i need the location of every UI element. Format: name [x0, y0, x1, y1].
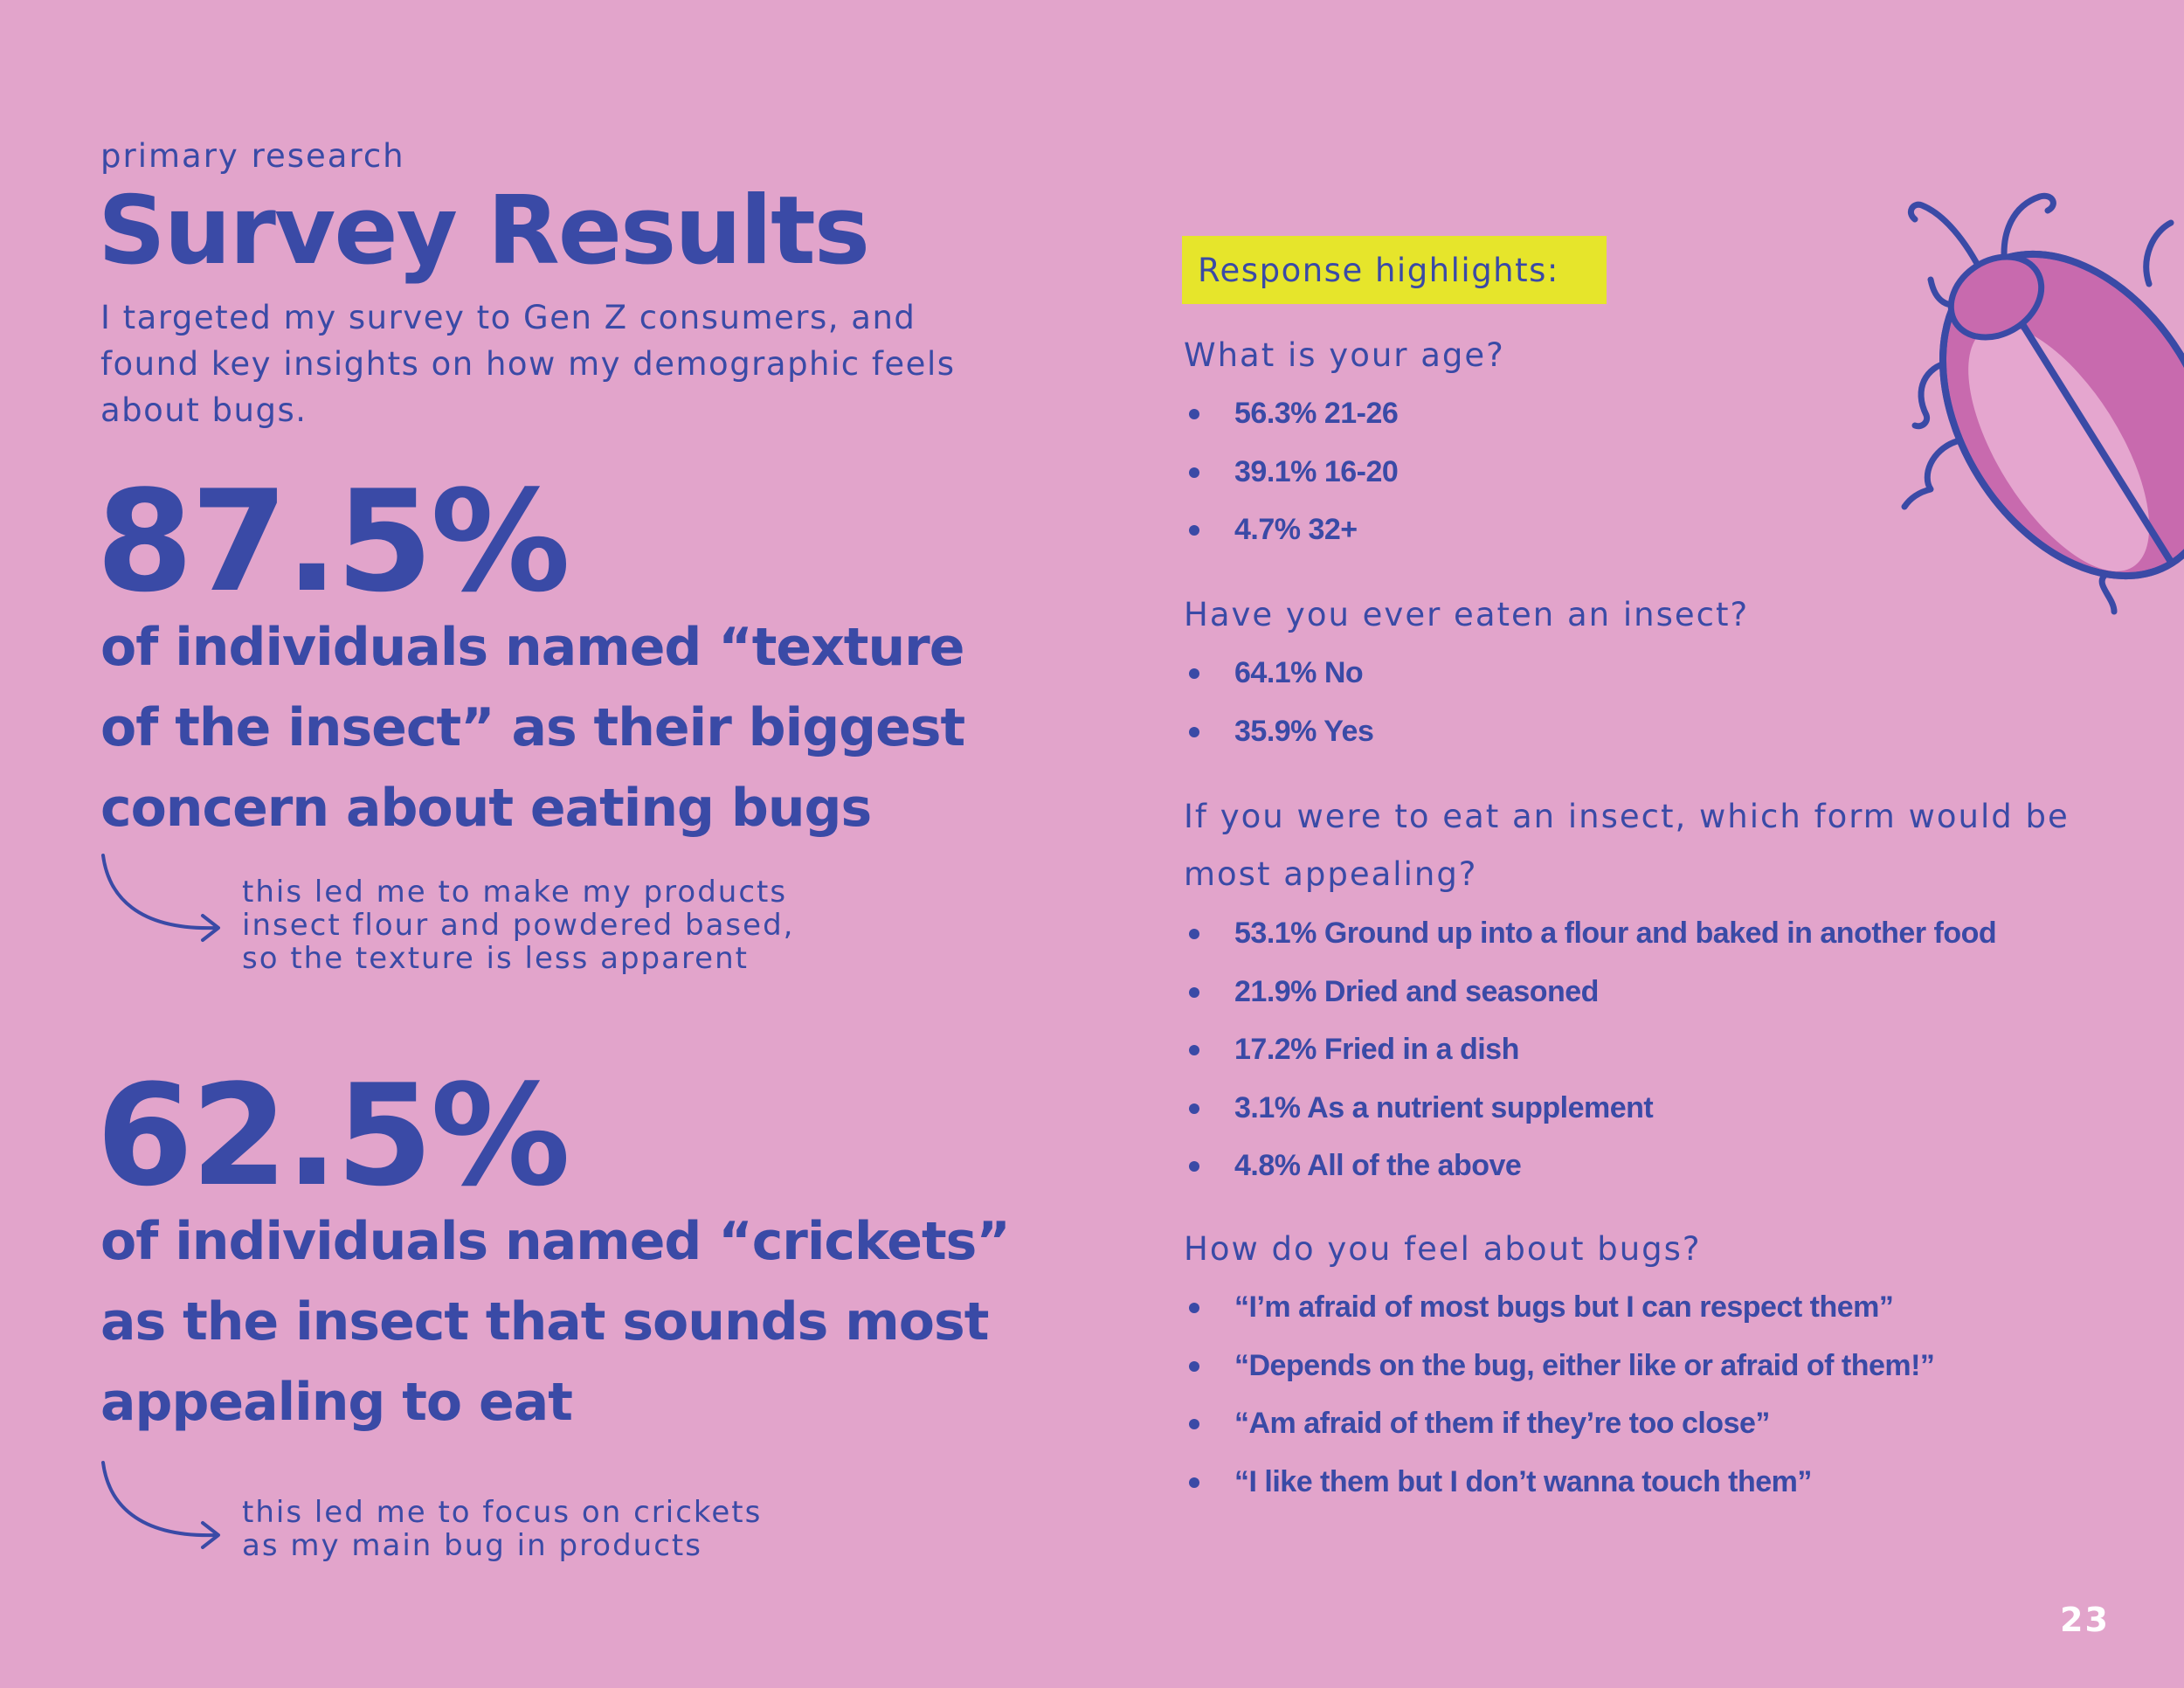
stat-value-texture: 87.5%: [96, 460, 569, 623]
list-item: 4.7% 32+: [1184, 501, 1398, 559]
stat-line: of the insect” as their biggest: [100, 697, 965, 758]
list-item: “I’m afraid of most bugs but I can respect them”: [1184, 1278, 1934, 1337]
note-line: this led me to focus on crickets: [242, 1495, 763, 1530]
question-feelings: How do you feel about bugs?: [1184, 1230, 1702, 1268]
list-item: “I like them but I don’t wanna touch them”: [1184, 1453, 1934, 1512]
stat-description-crickets: [100, 1201, 1061, 1442]
list-item: 21.9% Dried and seasoned: [1184, 963, 1996, 1021]
list-item: 17.2% Fried in a dish: [1184, 1020, 1996, 1079]
note-texture: [242, 875, 941, 975]
list-item: “Am afraid of them if they’re too close”: [1184, 1394, 1934, 1453]
stat-line: as the insect that sounds most: [100, 1291, 989, 1352]
page-title: Survey Results: [98, 176, 869, 286]
answer-list-form: [1184, 904, 1996, 1195]
list-item: 64.1% No: [1184, 644, 1373, 702]
intro-paragraph: I targeted my survey to Gen Z consumers, and found key insights on how my demographic feels about bugs.: [100, 299, 956, 429]
note-line: this led me to make my products: [242, 875, 788, 910]
response-highlights-badge: Response highlights:: [1182, 236, 1607, 304]
list-item: “Depends on the bug, either like or afraid of them!”: [1184, 1337, 1934, 1395]
question-eaten-insect: Have you ever eaten an insect?: [1184, 596, 1750, 633]
answer-list-age: [1184, 384, 1398, 559]
note-line: so the texture is less apparent: [242, 941, 749, 976]
stat-line: of individuals named “texture: [100, 617, 964, 678]
answer-list-eaten-insect: [1184, 644, 1373, 760]
note-line: as my main bug in products: [242, 1528, 702, 1563]
list-item: 4.8% All of the above: [1184, 1137, 1996, 1195]
stat-line: appealing to eat: [100, 1372, 572, 1433]
curved-arrow-icon: [98, 852, 229, 948]
question-form: If you were to eat an insect, which form would be most appealing?: [1184, 798, 2070, 893]
stat-value-crickets: 62.5%: [96, 1054, 569, 1217]
note-crickets: [242, 1496, 941, 1562]
curved-arrow-icon: [98, 1459, 229, 1555]
stat-description-texture: [100, 607, 1061, 848]
stat-line: concern about eating bugs: [100, 778, 872, 839]
list-item: 35.9% Yes: [1184, 702, 1373, 761]
note-line: insect flour and powdered based,: [242, 908, 795, 943]
answer-list-feelings: [1184, 1278, 1934, 1511]
eyebrow-label: primary research: [100, 137, 405, 175]
list-item: 39.1% 16-20: [1184, 443, 1398, 502]
beetle-icon: [1852, 188, 2184, 625]
stat-line: of individuals named “crickets”: [100, 1211, 1010, 1272]
question-age: What is your age?: [1184, 336, 1505, 374]
list-item: 56.3% 21-26: [1184, 384, 1398, 443]
page-number: 23: [2060, 1601, 2110, 1639]
list-item: 3.1% As a nutrient supplement: [1184, 1079, 1996, 1138]
list-item: 53.1% Ground up into a flour and baked in another food: [1184, 904, 1996, 963]
